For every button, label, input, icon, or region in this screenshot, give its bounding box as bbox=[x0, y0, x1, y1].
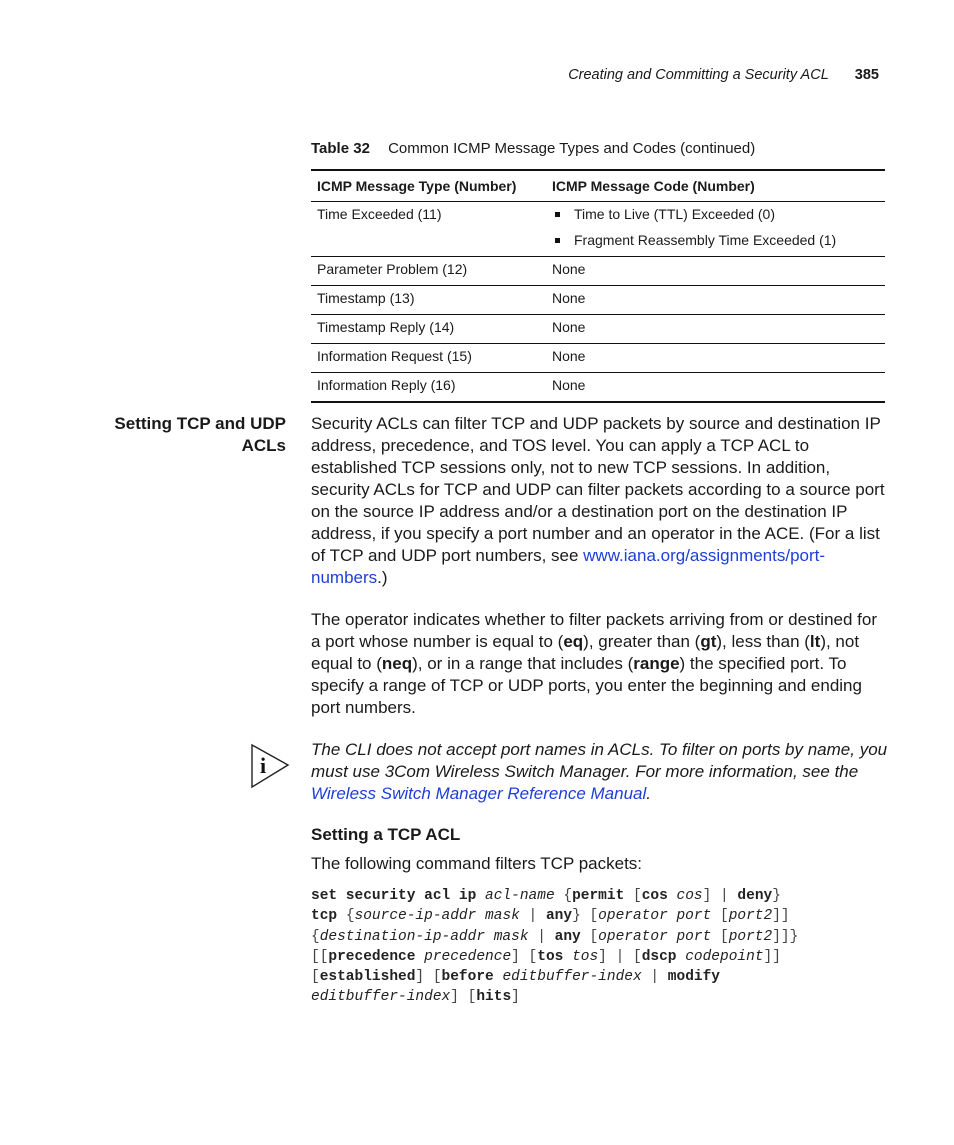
cmd-keyword: modify bbox=[667, 969, 721, 986]
paragraph-text: ), not equal to ( bbox=[311, 632, 860, 673]
svg-text:i: i bbox=[260, 753, 267, 778]
operator-keyword: range bbox=[633, 654, 680, 673]
cmd-param: source-ip-addr mask bbox=[354, 908, 520, 925]
cell-message-code: None bbox=[546, 344, 885, 373]
cmd-keyword: set security acl ip bbox=[311, 888, 477, 904]
running-header bbox=[568, 67, 879, 83]
operator-keyword: gt bbox=[700, 632, 717, 651]
bullet-item: Fragment Reassembly Time Exceeded (1) bbox=[552, 230, 879, 256]
column-header-message-code: ICMP Message Code (Number) bbox=[546, 170, 885, 202]
table-row bbox=[311, 373, 885, 403]
operator-keyword: neq bbox=[381, 654, 413, 673]
note-end: . bbox=[646, 784, 652, 803]
table-row bbox=[311, 286, 885, 315]
note-body: The CLI does not accept port names in ACLs. To filter on ports by name, you must use 3Com Wireless Switch Manager. For more information, see the bbox=[311, 740, 888, 781]
table-row bbox=[311, 202, 885, 257]
command-syntax: set security acl ip acl-name {permit [cos cos] | deny} tcp {source-ip-addr mask | any} [operator port [port2]] {destination-ip-addr mask | any [operator port [port2]]} [[precedence precedence] [tos tos] | [dscp codepoint]] [established] [before editbuffer-index | modify editbuffer-index] [hits] bbox=[311, 888, 799, 1006]
table-row bbox=[311, 344, 885, 373]
cmd-param: codepoint bbox=[685, 948, 764, 965]
cell-message-code: None bbox=[546, 286, 885, 315]
cell-message-type: Timestamp (13) bbox=[311, 286, 546, 315]
cmd-param: editbuffer-index bbox=[311, 989, 451, 1006]
cell-message-type: Parameter Problem (12) bbox=[311, 257, 546, 286]
paragraph-text: The operator indicates whether to filter packets arriving from or destined for a port whose number is equal to ( bbox=[311, 610, 877, 651]
cmd-keyword: tcp bbox=[311, 908, 338, 925]
table-row bbox=[311, 315, 885, 344]
cmd-param: acl bbox=[485, 888, 512, 904]
cmd-keyword: permit bbox=[572, 888, 625, 904]
paragraph-text: ) the specified port. To specify a range of TCP or UDP ports, you enter the beginning and ending port numbers. bbox=[311, 654, 862, 717]
cell-message-type: Information Reply (16) bbox=[311, 373, 546, 403]
cmd-keyword: dscp bbox=[641, 948, 677, 965]
section-heading: Setting TCP and UDP ACLs bbox=[114, 414, 286, 455]
cell-message-type: Timestamp Reply (14) bbox=[311, 315, 546, 344]
cmd-keyword: tos bbox=[537, 948, 564, 965]
cmd-param: cos bbox=[676, 888, 703, 904]
cmd-keyword: any bbox=[545, 908, 573, 925]
table-caption bbox=[311, 140, 755, 157]
cmd-keyword: hits bbox=[476, 989, 512, 1006]
cell-message-code: None bbox=[546, 373, 885, 403]
cmd-keyword: deny bbox=[737, 888, 773, 904]
cmd-param: precedence bbox=[424, 948, 512, 965]
paragraph-end: .) bbox=[377, 568, 388, 587]
subsection-intro: The following command filters TCP packets: bbox=[311, 854, 643, 873]
reference-manual-link[interactable]: Wireless Switch Manager Reference Manual bbox=[311, 784, 647, 803]
paragraph-text: ), greater than ( bbox=[583, 632, 701, 651]
cell-message-type: Time Exceeded (11) bbox=[311, 202, 546, 257]
operator-keyword: eq bbox=[563, 632, 584, 651]
paragraph-text: Security ACLs can filter TCP and UDP packets by source and destination IP address, precedence, and TOS level. You can apply a TCP ACL to established TCP sessions only, not to new TCP sessions. In addition, security ACLs for TCP and UDP can filter packets according to a source port on the source IP address and/or a destination port on the destination IP address, if you specify a port number and an operator in the ACE. (For a list of TCP and UDP port numbers, see bbox=[311, 414, 885, 565]
cmd-keyword: cos bbox=[641, 888, 668, 904]
cmd-param: port2 bbox=[728, 908, 773, 925]
iana-port-numbers-link[interactable]: www.iana.org/assignments/port-numbers bbox=[311, 546, 826, 587]
running-header-title: Creating and Committing a Security ACL bbox=[568, 67, 829, 83]
icmp-table bbox=[311, 169, 885, 403]
cell-message-type: Information Request (15) bbox=[311, 344, 546, 373]
table-row bbox=[311, 257, 885, 286]
cmd-param: editbuffer-index bbox=[502, 969, 642, 986]
cmd-param: tos bbox=[572, 948, 599, 965]
paragraph-tcp-udp-acls bbox=[311, 413, 891, 589]
paragraph-operators bbox=[311, 609, 891, 719]
operator-keyword: lt bbox=[809, 632, 821, 651]
cell-message-code: None bbox=[546, 315, 885, 344]
cell-message-code bbox=[546, 202, 885, 257]
table-header-row bbox=[311, 170, 885, 202]
cmd-keyword: established bbox=[319, 969, 416, 986]
cmd-keyword: precedence bbox=[328, 948, 416, 965]
cmd-keyword: before bbox=[441, 969, 494, 986]
cmd-param: operator port bbox=[598, 928, 712, 945]
subsection-heading: Setting a TCP ACL bbox=[311, 825, 461, 844]
cmd-param: port2 bbox=[728, 928, 773, 945]
page-number: 385 bbox=[854, 67, 879, 83]
table-caption-number: Table 32 bbox=[311, 140, 370, 157]
cmd-param: name bbox=[519, 888, 555, 904]
table-caption-text: Common ICMP Message Types and Codes (continued) bbox=[388, 140, 756, 157]
cell-message-code: None bbox=[546, 257, 885, 286]
column-header-message-type: ICMP Message Type (Number) bbox=[311, 170, 546, 202]
cmd-keyword: any bbox=[554, 928, 581, 945]
cmd-param: operator port bbox=[598, 908, 712, 925]
cmd-param: destination-ip-addr mask bbox=[319, 928, 529, 945]
paragraph-text: ), less than ( bbox=[716, 632, 810, 651]
bullet-item: Time to Live (TTL) Exceeded (0) bbox=[552, 204, 879, 230]
info-icon bbox=[250, 743, 292, 789]
paragraph-text: ), or in a range that includes ( bbox=[412, 654, 634, 673]
note-text bbox=[311, 739, 891, 805]
